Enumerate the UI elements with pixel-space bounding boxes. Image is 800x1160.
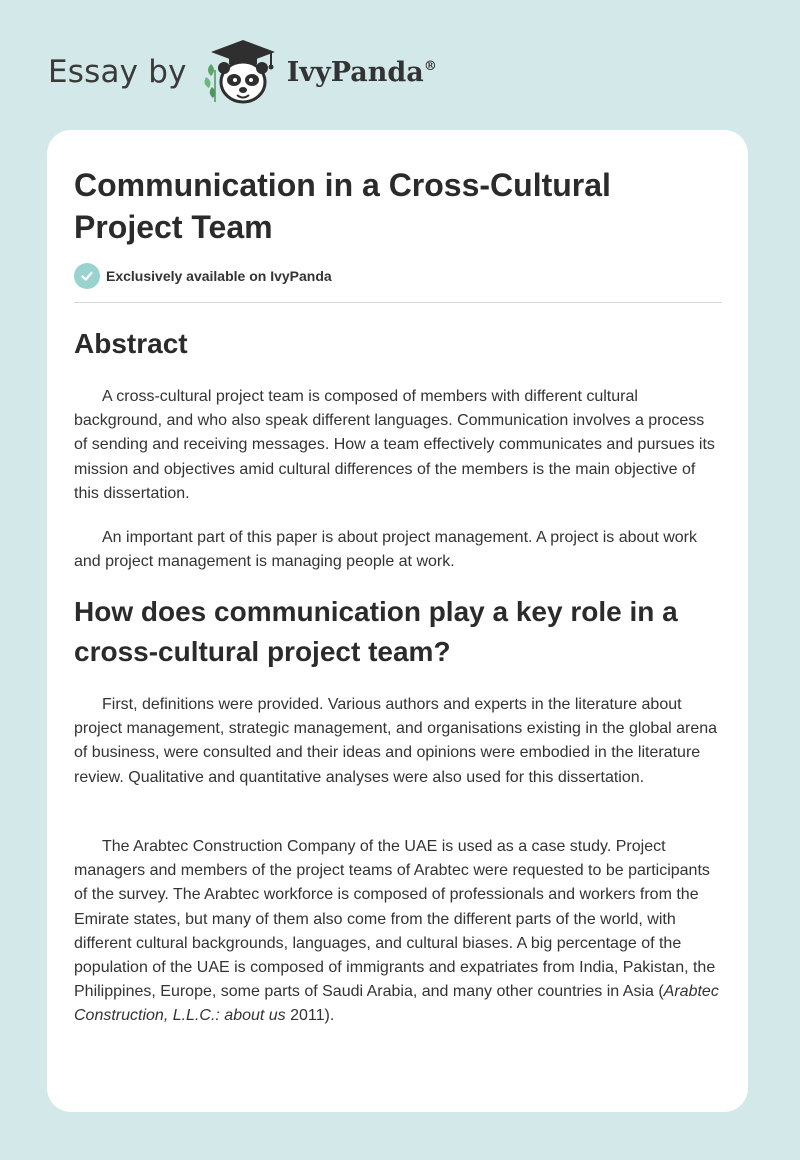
paragraph: A cross-cultural project team is composed of members with different cultural background, and who also speak different languages. Communication involves a process of sending and receiving messages. How a team effectively communicates and pursues its mission and objectives amid cultural differences of the members is the main objective of this dissertation. [74,388,715,502]
check-circle-icon [74,263,100,289]
trademark-symbol: ® [423,58,437,74]
brand-name[interactable]: IvyPanda® [286,56,437,88]
brand-header [48,32,437,112]
essay-title: Communication in a Cross-Cultural Project Team [74,167,611,245]
citation-title: Arabtec Construction, L.L.C.: about us [74,983,719,1025]
panda-graduate-icon [201,36,281,108]
exclusive-text: Exclusively available on IvyPanda [106,268,332,284]
essay-card [47,130,748,1112]
paragraph: An important part of this paper is about project management. A project is about work and project management is managing people at work. [74,529,697,571]
section-heading-abstract: Abstract [74,328,188,359]
section-heading-communication: How does communication play a key role in a cross-cultural project team? [74,596,678,667]
paragraph: The Arabtec Construction Company of the UAE is used as a case study. Project managers and members of the project teams of Arabtec were requested to be participants of the survey. The Arabtec workforce is composed of professionals and workers from the Emirate states, but many of them also come from the different parts of the world, with different cultural backgrounds, languages, and cultural biases. A big percentage of the population of the UAE is composed of immigrants and expatriates from India, Pakistan, the Philippines, Europe, some parts of Saudi Arabia, and many other countries in Asia (Arabtec Construction, L.L.C.: about us 2011). [74,838,719,1025]
divider [74,302,722,303]
paragraph: First, definitions were provided. Various authors and experts in the literature about project management, strategic management, and organisations existing in the global arena of business, were consulted and their ideas and opinions were embodied in the literature review. Qualitative and quantitative analyses were also used for this dissertation. [74,696,718,786]
exclusive-badge [74,263,332,289]
brand-prefix: Essay by [48,54,187,90]
